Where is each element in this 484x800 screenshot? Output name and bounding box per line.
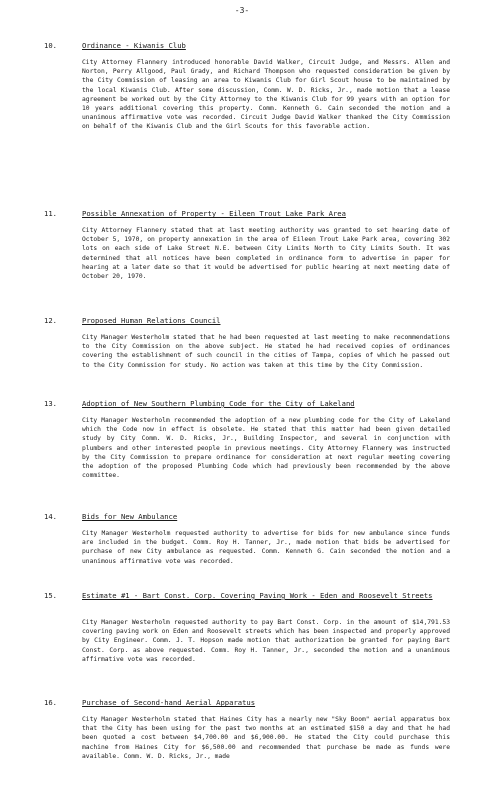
item-title: Estimate #1 - Bart Const. Corp. Covering Paving Work - Eden and Roosevelt Streets [82, 591, 433, 600]
item-number: 12. [44, 316, 57, 325]
item-title: Purchase of Second-hand Aerial Apparatus [82, 698, 256, 707]
item-heading [0, 398, 484, 410]
minutes-item [0, 315, 484, 369]
item-body: City Manager Westerholm stated that he had been requested at last meeting to make recommendations to the City Commission on the above subject. He stated he had received copies of ordinances covering the establishment of such council in the cities of Tampa, copies of which he passed out to the City Commission for study. No action was taken at this time by the City Commission. [82, 334, 450, 369]
item-body: City Manager Westerholm recommended the adoption of a new plumbing code for the City of Lakeland which the Code now in effect is obsolete. He stated that this matter had been given detailed study by City Comm. W. D. Ricks, Jr., Building Inspector, and several in conjunction with plumbers and other interested people in previous meetings. City Attorney Flannery was instructed by the City Commission to prepare ordinance for consideration at next regular meeting covering the adoption of the proposed Plumbing Code which had previously been recommended by the above committee. [82, 417, 450, 480]
minutes-item [0, 511, 484, 565]
item-title: Bids for New Ambulance [82, 512, 178, 521]
item-heading [0, 208, 484, 220]
item-title: Possible Annexation of Property - Eileen Trout Lake Park Area [82, 209, 346, 218]
item-heading [0, 40, 484, 52]
page-number: -3- [234, 6, 250, 15]
item-body: City Manager Westerholm stated that Haines City has a nearly new "Sky Boom" aerial apparatus box that the City has been using for the past two months at an estimated $150 a day and that he had been quoted a cost between $4,700.00 and $6,900.00. He stated the City could purchase this machine from Haines City for $6,500.00 and recommended that purchase be made as funds were available. Comm. W. D. Ricks, Jr., made [82, 716, 450, 760]
item-number: 15. [44, 591, 57, 600]
item-title: Ordinance - Kiwanis Club [82, 41, 186, 50]
minutes-item [0, 208, 484, 281]
minutes-item [0, 590, 484, 663]
item-number: 16. [44, 698, 57, 707]
minutes-item [0, 697, 484, 760]
item-body: City Manager Westerholm requested authority to advertise for bids for new ambulance since funds are included in the budget. Comm. Roy H. Tanner, Jr., made motion that bids be advertised for purchase of new City ambulance as requested. Comm. Kenneth G. Cain seconded the motion and a unanimous affirmative vote was recorded. [82, 530, 450, 565]
item-number: 11. [44, 209, 57, 218]
item-number: 13. [44, 399, 57, 408]
item-body: City Manager Westerholm requested authority to pay Bart Const. Corp. in the amount of $14,791.53 covering paving work on Eden and Roosevelt streets which has been inspected and properly approved by City Engineer. Comm. J. T. Hopson made motion that authorization be granted for paying Bart Const. Corp. as above requested. Comm. Roy H. Tanner, Jr., seconded the motion and a unanimous affirmative vote was recorded. [82, 619, 450, 663]
item-heading [0, 697, 484, 709]
item-number: 10. [44, 41, 57, 50]
item-title: Adoption of New Southern Plumbing Code for the City of Lakeland [82, 399, 355, 408]
item-number: 14. [44, 512, 57, 521]
item-title: Proposed Human Relations Council [82, 316, 221, 325]
item-body: City Attorney Flannery stated that at last meeting authority was granted to set hearing date of October 5, 1970, on property annexation in the area of Eileen Trout Lake Park area, covering 302 lots on each side of Lake Street N.E. between City Limits North to City Limits South. It was determined that all notices have been completed in ordinance form to advertise in paper for hearing at a later date so that it would be advertised for public hearing at next meeting date of October 20, 1970. [82, 227, 450, 281]
item-body: City Attorney Flannery introduced honorable David Walker, Circuit Judge, and Messrs. Allen and Norton, Perry Allgood, Paul Grady, and Richard Thompson who requested consideration be given by the City Commission of leasing an area to Kiwanis Club for Girl Scout house to be maintained by the local Kiwanis Club. After some discussion, Comm. W. D. Ricks, Jr., made motion that a lease agreement be worked out by the City Attorney to the Kiwanis Club for 99 years with an option for 10 years additional covering this property. Comm. Kenneth G. Cain seconded the motion and a unanimous affirmative vote was recorded. Circuit Judge David Walker thanked the City Commission on behalf of the Kiwanis Club and the Girl Scouts for this favorable action. [82, 59, 450, 131]
item-heading [0, 315, 484, 327]
item-heading [0, 511, 484, 523]
item-heading [0, 590, 484, 602]
minutes-item [0, 398, 484, 480]
minutes-item [0, 40, 484, 131]
